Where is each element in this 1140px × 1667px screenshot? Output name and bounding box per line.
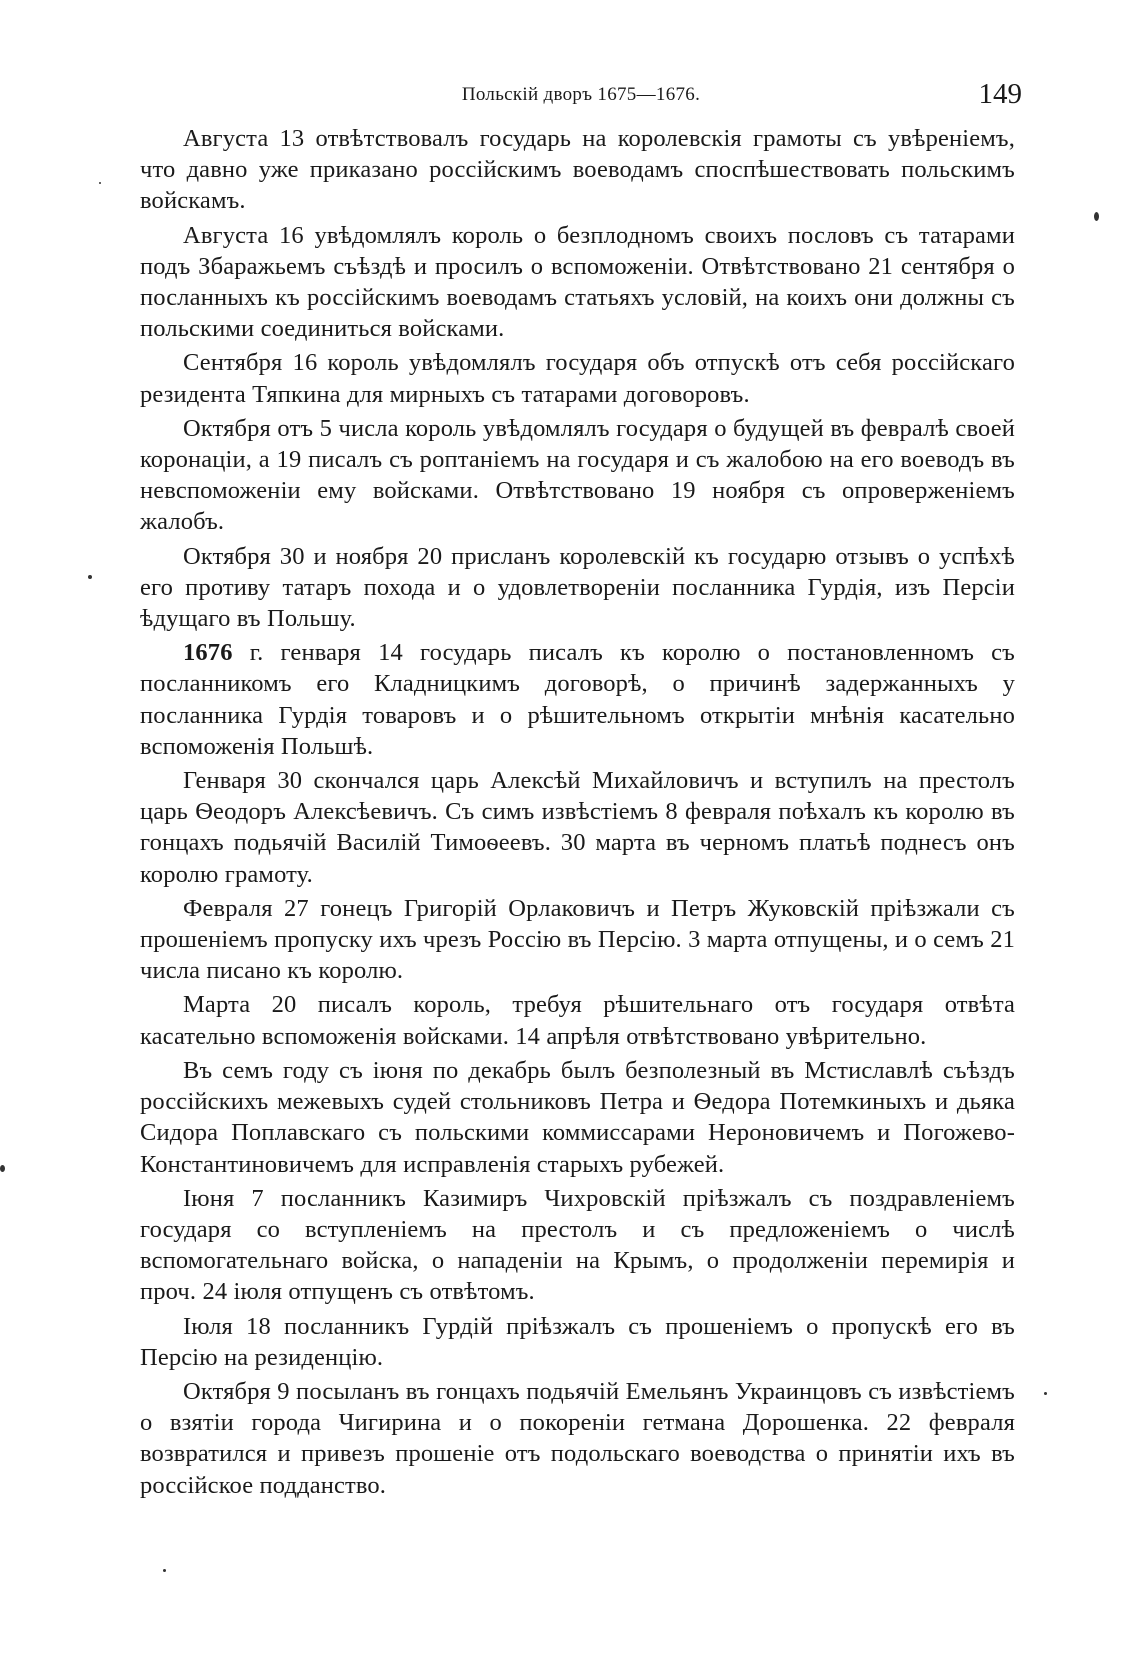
paragraph: Сентября 16 король увѣдомлялъ государя объ отпускѣ отъ себя россійскаго резидента Тяпкина для мирныхъ съ татарами договоровъ. [140,349,1015,408]
scan-speck [88,575,92,579]
paragraph: Іюня 7 посланникъ Казимиръ Чихровскій пріѣзжалъ съ поздравленіемъ государя со вступленіемъ на престолъ и съ предложеніемъ о числѣ вспомогательнаго войска, о нападеніи на Крымъ, о продолженіи перемирія и проч. 24 іюля отпущенъ съ отвѣтомъ. [140,1184,1015,1306]
paragraph-text: г. генваря 14 государь писалъ къ королю о постановленномъ съ посланникомъ его Кладницкимъ договорѣ, о причинѣ задержанныхъ у посланника Гурдія товаровъ и о рѣшительномъ открытіи мнѣнія касательно вспоможенія Польшѣ. [140,639,1015,760]
scan-speck [163,1569,166,1572]
paragraph: Въ семъ году съ іюня по декабрь былъ безполезный въ Мстиславлѣ съѣздъ россійскихъ межевыхъ судей стольниковъ Петра и Ѳедора Потемкиныхъ и дьяка Сидора Поплавскаго съ польскими коммиссарами Нероновичемъ и Погожево-Константиновичемъ для исправленія старыхъ рубежей. [140,1056,1015,1178]
page-number: 149 [978,78,1022,110]
paragraph [140,637,1015,762]
paragraph: Генваря 30 скончался царь Алексѣй Михайловичъ и вступилъ на престолъ царь Ѳеодоръ Алексѣевичъ. Съ симъ извѣстіемъ 8 февраля поѣхалъ къ королю въ гонцахъ подьячій Василій Тимоѳеевъ. 30 марта въ черномъ платьѣ поднесъ онъ королю грамоту. [140,767,1015,888]
body-text [140,123,1015,1504]
scan-speck [1044,1392,1047,1395]
scan-speck [1094,212,1099,221]
paragraph: Октября 9 посыланъ въ гонцахъ подьячій Емельянъ Украинцовъ съ извѣстіемъ о взятіи города Чигирина и о покореніи гетмана Дорошенка. 22 февраля возвратился и привезъ прошеніе отъ подольскаго воеводства о принятіи ихъ въ россійское подданство. [140,1377,1015,1499]
paragraph: Февраля 27 гонецъ Григорій Орлаковичъ и Петръ Жуковскій пріѣзжали съ прошеніемъ пропуску ихъ чрезъ Россію въ Персію. 3 марта отпущены, и о семъ 21 числа писано къ королю. [140,894,1015,985]
running-head [140,78,1022,114]
paragraph: Августа 13 отвѣтствовалъ государь на королевскія грамоты съ увѣреніемъ, что давно уже приказано россійскимъ воеводамъ споспѣшествовать польскимъ войскамъ. [140,125,1015,215]
paragraph: Октября 30 и ноября 20 присланъ королевскій къ государю отзывъ о успѣхѣ его противу татаръ похода и о удовлетвореніи посланника Гурдія, изъ Персіи ѣдущаго въ Польшу. [140,542,1015,633]
scan-speck [99,182,101,184]
paragraph: Октября отъ 5 числа король увѣдомлялъ государя о будущей въ февралѣ своей коронаціи, а 19 писалъ съ роптаніемъ на государя и съ жалобою на его воеводъ въ невспоможеніи ему войсками. Отвѣтствовано 19 ноября съ опроверженіемъ жалобъ. [140,414,1015,536]
paragraph: Іюля 18 посланникъ Гурдій пріѣзжалъ съ прошеніемъ о пропускѣ его въ Персію на резиденцію. [140,1312,1015,1371]
paragraph: Августа 16 увѣдомлялъ король о безплодномъ своихъ пословъ съ татарами подъ Збаражьемъ съѣздѣ и просилъ о вспоможеніи. Отвѣтствовано 21 сентября о посланныхъ къ россійскимъ воеводамъ статьяхъ условій, на коихъ они должны съ польскими соединиться войсками. [140,221,1015,343]
scan-speck [0,1165,5,1172]
running-title: Польскій дворъ 1675—1676. [461,84,701,105]
year-heading: 1676 [183,639,233,667]
paragraph: Марта 20 писалъ король, требуя рѣшительнаго отъ государя отвѣта касательно вспоможенія войсками. 14 апрѣля отвѣтствовано увѣрительно. [140,991,1015,1050]
